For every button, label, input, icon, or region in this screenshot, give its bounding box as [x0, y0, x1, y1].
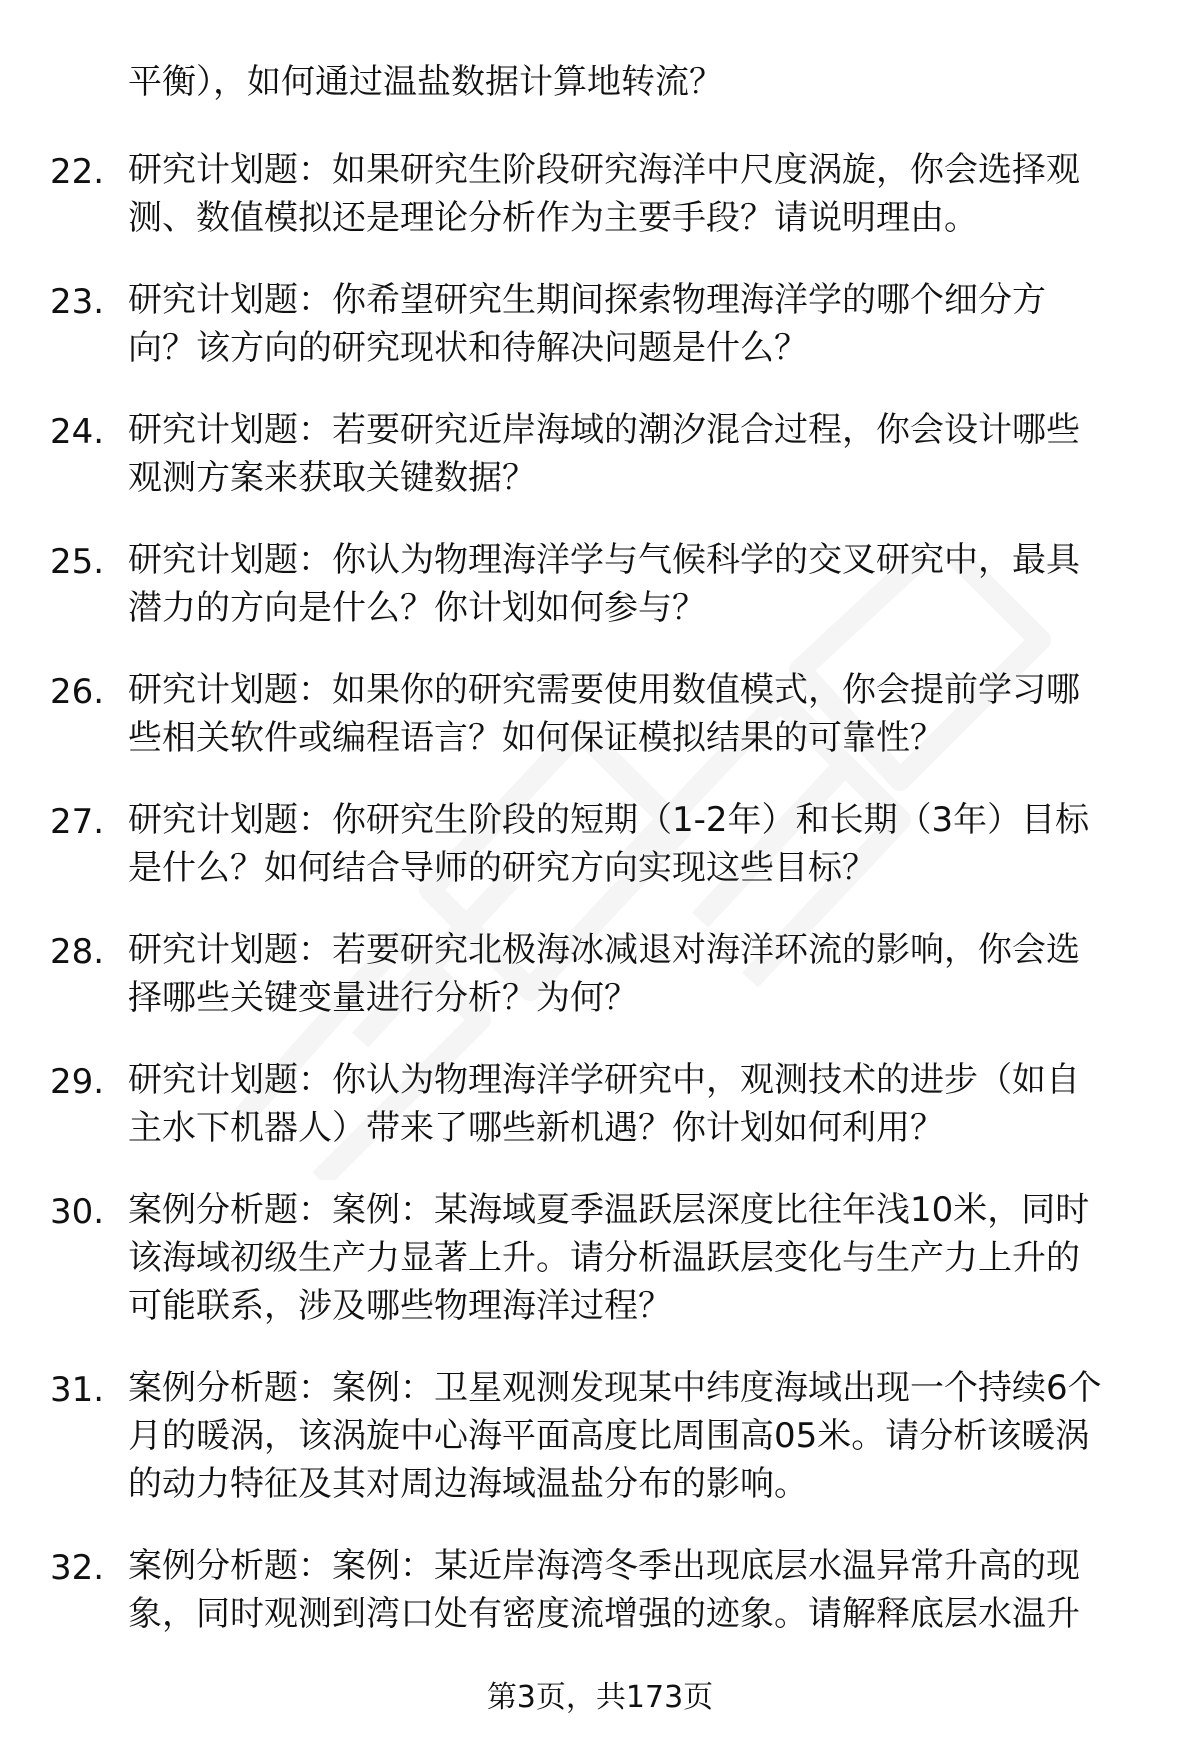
item-line: 的动力特征及其对周边海域温盐分布的影响。: [128, 1464, 808, 1504]
item-number: 30.: [50, 1192, 105, 1232]
item-number: 32.: [50, 1548, 105, 1588]
list-item: [0, 1056, 1200, 1186]
item-line: 观测方案来获取关键数据？: [128, 458, 536, 498]
item-line: 研究计划题：如果研究生阶段研究海洋中尺度涡旋，你会选择观: [128, 150, 1080, 190]
item-text: [128, 926, 1168, 1022]
item-line: 月的暖涡，该涡旋中心海平面高度比周围高05米。请分析该暖涡: [128, 1416, 1090, 1456]
item-line: 研究计划题：你研究生阶段的短期（1-2年）和长期（3年）目标: [128, 800, 1090, 840]
item-line: 研究计划题：若要研究北极海冰减退对海洋环流的影响，你会选: [128, 930, 1080, 970]
item-line: 案例分析题：案例：某近岸海湾冬季出现底层水温异常升高的现: [128, 1546, 1080, 1586]
continuation-line: 平衡），如何通过温盐数据计算地转流？: [128, 62, 723, 102]
item-text: [128, 276, 1168, 372]
list-item: [0, 276, 1200, 406]
item-number: 23.: [50, 282, 105, 322]
question-list: [0, 146, 1200, 1672]
item-number: 29.: [50, 1062, 105, 1102]
item-number: 27.: [50, 802, 105, 842]
list-item: [0, 1364, 1200, 1542]
item-text: [128, 1364, 1168, 1508]
list-item: [0, 146, 1200, 276]
item-line: 测、数值模拟还是理论分析作为主要手段？请说明理由。: [128, 198, 978, 238]
list-item: [0, 406, 1200, 536]
item-line: 主水下机器人）带来了哪些新机遇？你计划如何利用？: [128, 1108, 944, 1148]
item-line: 案例分析题：案例：卫星观测发现某中纬度海域出现一个持续6个: [128, 1368, 1102, 1408]
item-text: [128, 1056, 1168, 1152]
item-line: 择哪些关键变量进行分析？为何？: [128, 978, 638, 1018]
item-number: 25.: [50, 542, 105, 582]
item-number: 31.: [50, 1370, 105, 1410]
item-number: 24.: [50, 412, 105, 452]
item-line: 些相关软件或编程语言？如何保证模拟结果的可靠性？: [128, 718, 944, 758]
list-item: [0, 926, 1200, 1056]
list-item: [0, 1542, 1200, 1672]
item-line: 研究计划题：如果你的研究需要使用数值模式，你会提前学习哪: [128, 670, 1080, 710]
list-item: [0, 536, 1200, 666]
list-item: [0, 666, 1200, 796]
item-text: [128, 406, 1168, 502]
item-number: 22.: [50, 152, 105, 192]
list-item: [0, 796, 1200, 926]
item-text: [128, 1186, 1168, 1330]
item-line: 潜力的方向是什么？你计划如何参与？: [128, 588, 706, 628]
item-line: 象，同时观测到湾口处有密度流增强的迹象。请解释底层水温升: [128, 1594, 1080, 1634]
list-item: [0, 1186, 1200, 1364]
item-line: 案例分析题：案例：某海域夏季温跃层深度比往年浅10米，同时: [128, 1190, 1090, 1230]
item-text: [128, 796, 1168, 892]
item-line: 向？该方向的研究现状和待解决问题是什么？: [128, 328, 808, 368]
item-text: [128, 666, 1168, 762]
item-text: [128, 146, 1168, 242]
item-line: 可能联系，涉及哪些物理海洋过程？: [128, 1286, 672, 1326]
item-line: 是什么？如何结合导师的研究方向实现这些目标？: [128, 848, 876, 888]
item-line: 该海域初级生产力显著上升。请分析温跃层变化与生产力上升的: [128, 1238, 1080, 1278]
item-text: [128, 1542, 1168, 1638]
item-line: 研究计划题：你认为物理海洋学研究中，观测技术的进步（如自: [128, 1060, 1080, 1100]
item-number: 28.: [50, 932, 105, 972]
item-line: 研究计划题：你希望研究生期间探索物理海洋学的哪个细分方: [128, 280, 1046, 320]
item-number: 26.: [50, 672, 105, 712]
item-line: 研究计划题：你认为物理海洋学与气候科学的交叉研究中，最具: [128, 540, 1080, 580]
item-line: 研究计划题：若要研究近岸海域的潮汐混合过程，你会设计哪些: [128, 410, 1080, 450]
item-text: [128, 536, 1168, 632]
page-footer: 第3页，共173页: [486, 1680, 714, 1715]
